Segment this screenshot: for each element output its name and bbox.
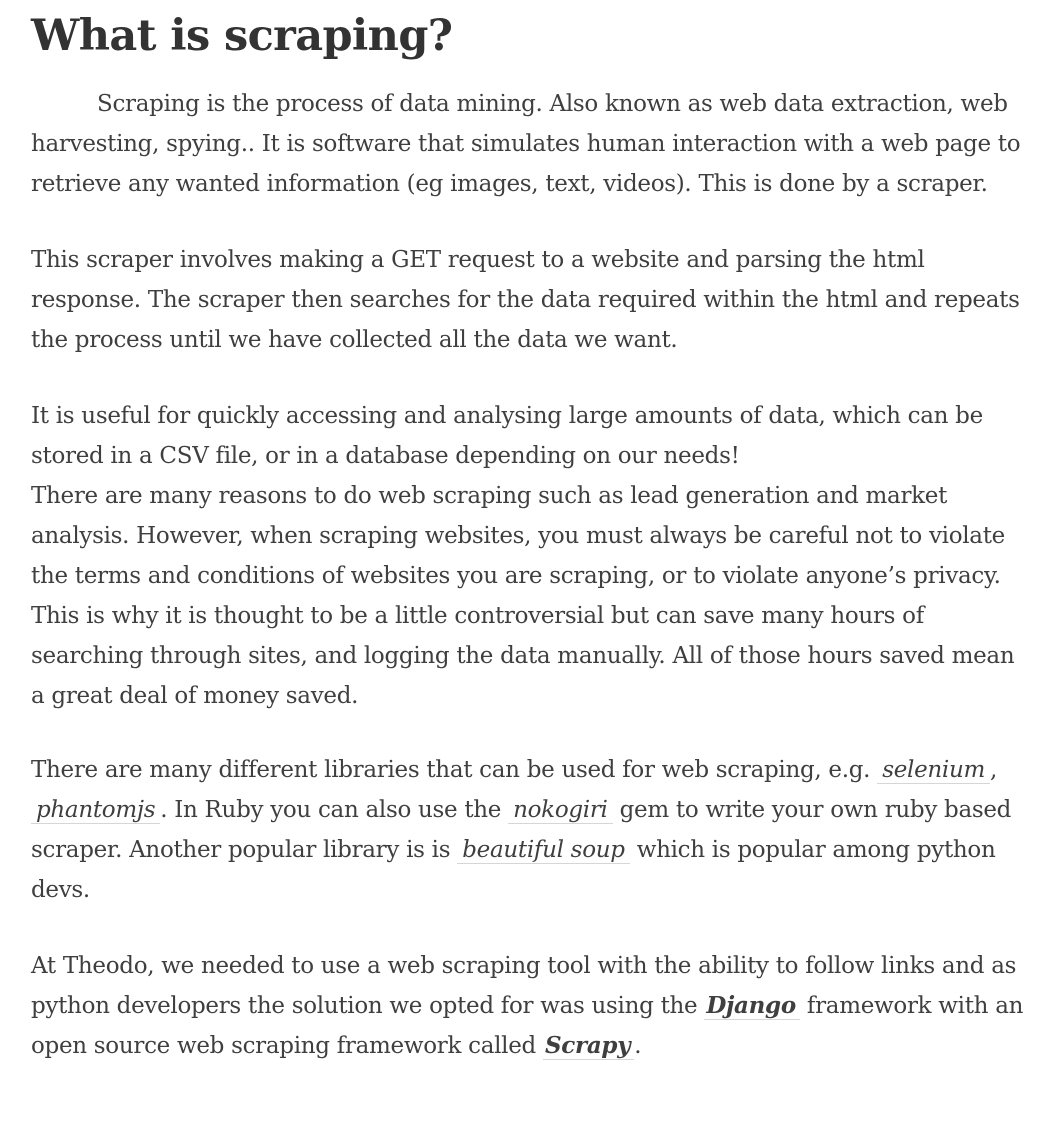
paragraph-libraries — [31, 750, 1028, 910]
code-phantomjs: phantomjs — [31, 797, 160, 824]
text-fragment: There are many different libraries that can be used for web scraping, e.g. — [31, 757, 878, 783]
code-nokogiri: nokogiri — [508, 797, 612, 824]
text-fragment: . — [634, 1033, 642, 1059]
code-selenium: selenium — [877, 757, 990, 784]
code-beautiful-soup: beautiful soup — [457, 837, 629, 864]
paragraph-reasons: There are many reasons to do web scraping such as lead generation and market analysis. However, when scraping websites, you must always be careful not to violate the terms and conditions of websites you are scraping, or to violate anyone’s privacy. This is why it is thought to be a little controversial but can save many hours of searching through sites, and logging the data manually. All of those hours saved mean a great deal of money saved. — [31, 483, 1015, 709]
code-scrapy: Scrapy — [543, 1032, 634, 1060]
text-fragment: gem to write your own ruby based scraper. Another popular library is is — [31, 797, 1012, 863]
text-fragment: framework with an open source web scraping framework called — [31, 993, 1024, 1059]
text-fragment: , — [989, 757, 997, 783]
text-fragment: At Theodo, we needed to use a web scraping tool with the ability to follow links and as python developers the solution we opted for was using the — [31, 953, 1017, 1019]
paragraph-theodo — [31, 946, 1028, 1066]
page-title: What is scraping? — [31, 11, 453, 61]
text-fragment: which is popular among python devs. — [31, 837, 996, 903]
paragraph-usefulness: It is useful for quickly accessing and analysing large amounts of data, which can be stored in a CSV file, or in a database depending on our needs! — [31, 403, 983, 469]
paragraph-intro: Scraping is the process of data mining. Also known as web data extraction, web harvesting, spying.. It is software that simulates human interaction with a web page to retrieve any wanted information (eg images, text, videos). This is done by a scraper. — [31, 91, 1021, 197]
paragraph-get-request: This scraper involves making a GET request to a website and parsing the html response. The scraper then searches for the data required within the html and repeats the process until we have collected all the data we want. — [31, 247, 1020, 353]
text-fragment: . In Ruby you can also use the — [160, 797, 509, 823]
code-django: Django — [704, 992, 800, 1020]
